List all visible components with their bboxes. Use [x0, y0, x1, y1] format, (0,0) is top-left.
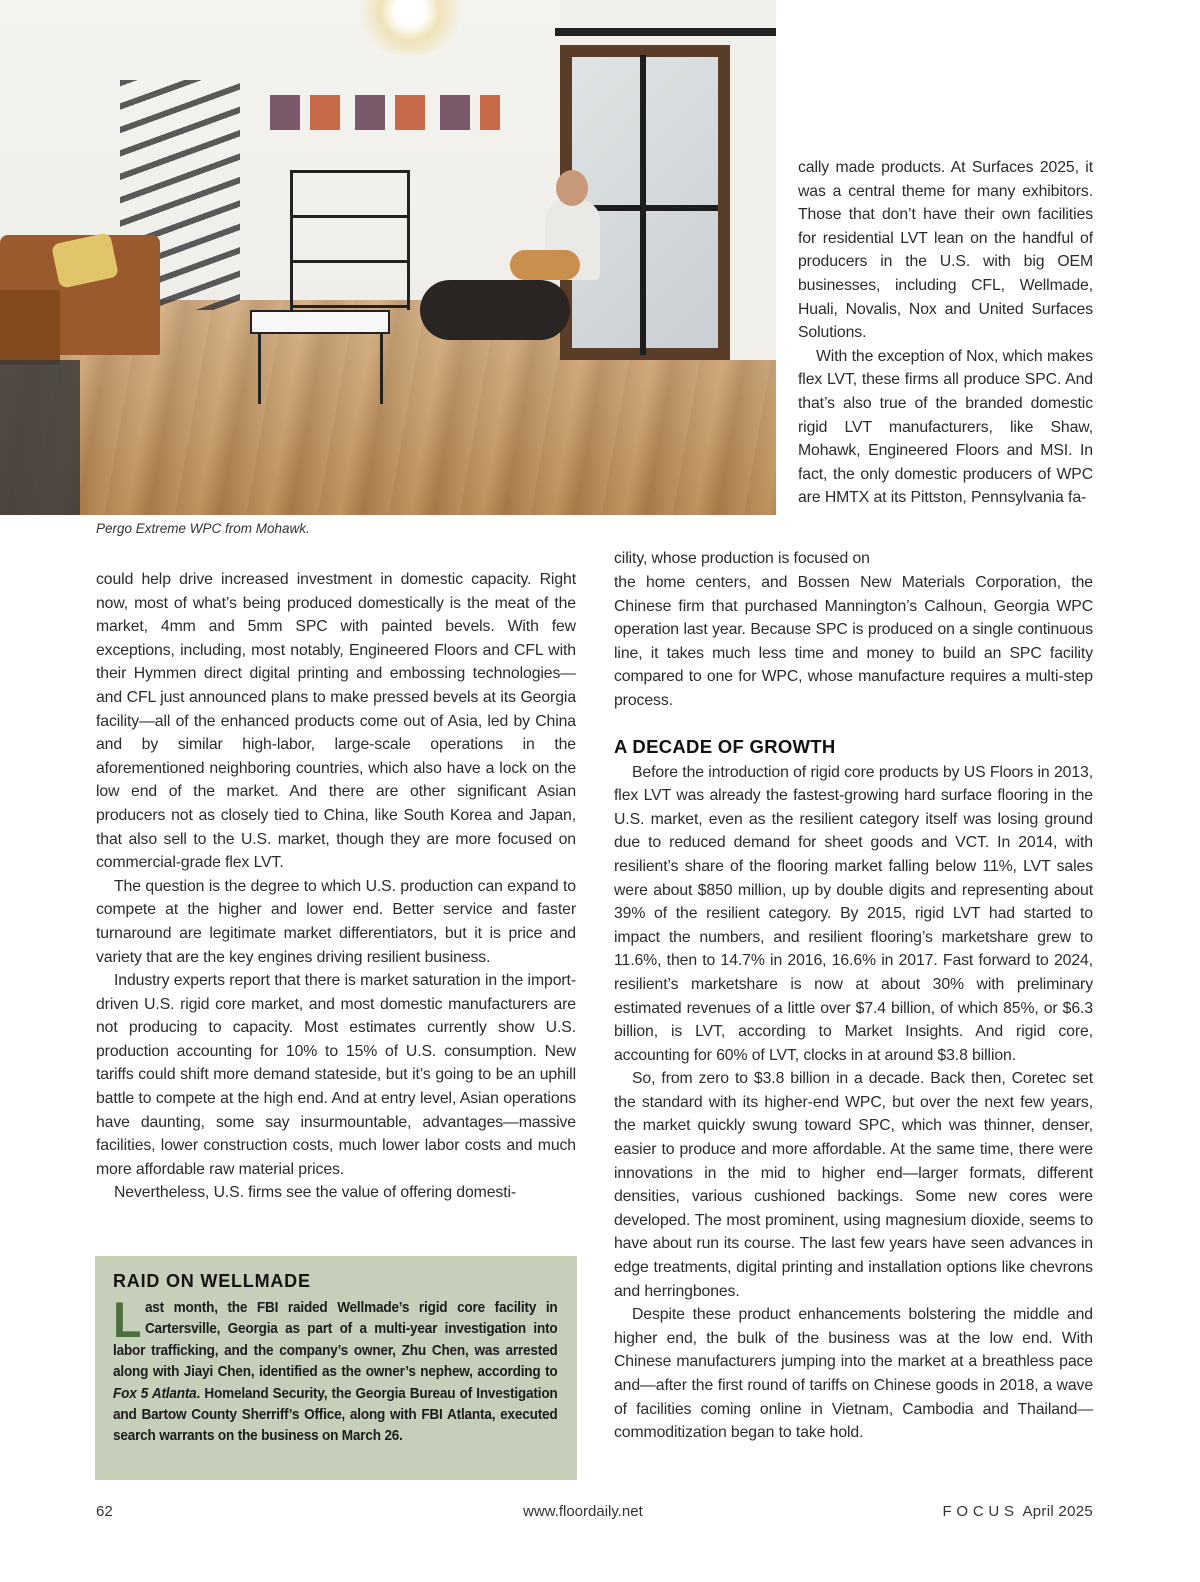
room-photo	[0, 0, 776, 515]
sidebar-body	[113, 1292, 558, 1448]
publication-issue: F O C U S April 2025	[942, 1503, 1093, 1520]
paragraph: could help drive increased investment in domestic capacity. Right now, most of what’s being produced domestically is the meat of the market, 4mm and 5mm SPC with painted bevels. With few exceptions, including, most notably, Engineered Floors and CFL with their Hymmen direct digital printing and embossing technologies—and CFL just announced plans to make pressed bevels at its Georgia facility—all of the enhanced products come out of Asia, led by China and by similar high-labor, large-scale operations in the aforementioned neighboring countries, which also have a lock on the low end of the market. And there are other significant Asian producers not as closely tied to China, like South Korea and Japan, that also sell to the U.S. market, though they are more focused on commercial-grade flex LVT.	[96, 571, 576, 872]
photo-chandelier	[350, 0, 470, 55]
photo-wall-frames	[270, 95, 500, 130]
right-top-column	[798, 156, 1093, 510]
paragraph: With the exception of Nox, which makes flex LVT, these firms all produce SPC. And that’s also true of the branded domestic rigid LVT manufacturers, like Shaw, Mohawk, Engineered Floors and MSI. In fact, the only domestic producers of WPC are HMTX at its Pittston, Pennsylvania fa-	[798, 347, 1093, 507]
sidebar-source: Fox 5 Atlanta	[113, 1385, 197, 1402]
paragraph: The question is the degree to which U.S. production can expand to compete at the higher and lower end. Better service and faster turnaround are legitimate market differentiators, but it is price and variety that are the key engines driving resilient business.	[96, 877, 576, 966]
sidebar-text: ast month, the FBI raided Wellmade’s rigid core facility in Cartersville, Georgia as part of a multi-year investigation into labor trafficking, and the company’s owner, Zhu Chen, was arrested along with Jiayi Chen, identified as the owner’s nephew, according to	[113, 1300, 558, 1381]
paragraph: the home centers, and Bossen New Materials Corporation, the Chinese firm that purchased Mannington’s Calhoun, Georgia WPC operation last year. Because SPC is produced on a single continuous line, it takes much less time and money to build an SPC facility compared to one for WPC, whose manufacture requires a multi-step process.	[614, 574, 1093, 709]
drop-cap: L	[113, 1292, 142, 1348]
photo-table-leg	[258, 334, 261, 404]
paragraph: Before the introduction of rigid core products by US Floors in 2013, flex LVT was already the fastest-growing hard surface flooring in the U.S. market, even as the resilient category itself was losing ground due to reduced demand for sheet goods and VCT. In 2014, with resilient’s share of the flooring market falling below 11%, LVT sales were about $850 million, up by double digits and representing about 39% of the resilient category. By 2015, rigid LVT had started to impact the numbers, and resilient flooring’s marketshare grew to 11.6%, then to 14.7% in 2016, 16.6% in 2017. Fast forward to 2024, resilient’s marketshare is now at about 30% with preliminary estimated revenues of a little over $7.4 billion, of which 85%, or $6.3 billion, is LVT, according to Market Insights. And rigid core, accounting for 60% of LVT, clocks in at around $3.8 billion.	[614, 763, 1093, 1064]
paragraph: Nevertheless, U.S. firms see the value of offering domesti-	[114, 1184, 517, 1202]
photo-caption: Pergo Extreme WPC from Mohawk.	[96, 521, 310, 536]
photo-person-head	[556, 170, 588, 206]
photo-side-table	[0, 360, 80, 515]
paragraph: So, from zero to $3.8 billion in a decade. Back then, Coretec set the standard with its higher-end WPC, but over the next few years, the market quickly swung toward SPC, which was thinner, denser, easier to produce and more affordable. At the same time, there were innovations in the mid to higher end—larger formats, different densities, various cushioned backings. Some new cores were developed. The most prominent, using magnesium dioxide, seems to have about run its course. The last few years have seen advances in edge treatments, digital printing and installation options like chevrons and herringbones.	[614, 1070, 1093, 1300]
paragraph: cally made products. At Surfaces 2025, it was a central theme for many exhibitors. Those that don’t have their own facilities for residential LVT lean on the handful of producers in the U.S. with big OEM businesses, including CFL, Wellmade, Huali, Novalis, Nox and United Surfaces Solutions.	[798, 159, 1093, 342]
photo-door-rail	[555, 28, 776, 36]
photo-sofa-arm	[0, 290, 60, 365]
photo-shelving	[290, 170, 410, 310]
section-heading: A DECADE OF GROWTH	[614, 735, 836, 757]
left-column	[96, 568, 576, 1205]
right-wrap-tail	[614, 547, 1093, 571]
right-column	[614, 571, 1093, 1445]
photo-lounge-chair	[420, 280, 570, 340]
page-number: 62	[96, 1503, 113, 1520]
paragraph: Despite these product enhancements bolstering the middle and higher end, the bulk of the business was at the low end. With Chinese manufacturers jumping into the market at a breathless pace and—after the first round of tariffs on Chinese goods in 2018, a wave of facilities coming online in Vietnam, Cambodia and Thailand—commoditization began to take hold.	[614, 1306, 1093, 1442]
photo-coffee-table	[250, 310, 390, 334]
sidebar-title: RAID ON WELLMADE	[113, 1271, 311, 1291]
sidebar-text: . Homeland Security, the Georgia Bureau of Investigation and Bartow County Sherriff’s Office, along with FBI Atlanta, executed search warrants on the business on March 26.	[113, 1385, 558, 1445]
website-link[interactable]: www.floordaily.net	[523, 1503, 643, 1520]
paragraph: Industry experts report that there is market saturation in the import-driven U.S. rigid core market, and most domestic manufacturers are not producing to capacity. Most estimates currently show U.S. production accounting for 10% to 15% of U.S. consumption. New tariffs could shift more demand stateside, but it’s going to be an uphill battle to compete at the high end. And at entry level, Asian operations have daunting, some say insurmountable, advantages—massive facilities, lower construction costs, much lower labor costs and much more affordable raw material prices.	[96, 972, 576, 1178]
photo-guitar	[510, 250, 580, 280]
sidebar-box	[95, 1256, 577, 1480]
photo-table-leg	[380, 334, 383, 404]
paragraph-fragment: cility, whose production is focused on	[614, 550, 870, 567]
